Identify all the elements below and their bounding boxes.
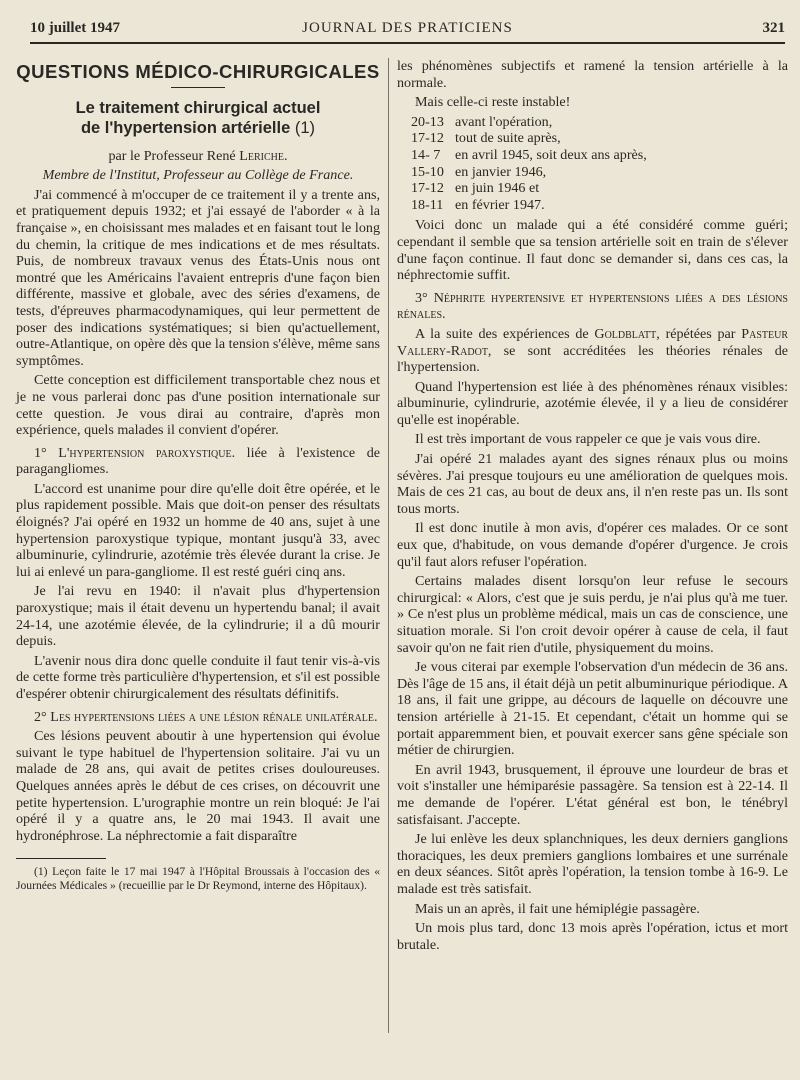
section-title: QUESTIONS MÉDICO-CHIRURGICALES xyxy=(16,61,380,82)
article-title-line-2: de l'hypertension artérielle xyxy=(80,118,291,137)
blood-pressure-entry xyxy=(411,114,788,131)
article-title xyxy=(16,98,380,138)
pressure-when: en février 1947. xyxy=(455,196,545,213)
subsection-1-heading xyxy=(16,445,380,478)
pressure-value: 14- 7 xyxy=(411,146,441,163)
pressure-when: en janvier 1946, xyxy=(455,163,547,180)
pressure-value: 18-11 xyxy=(411,196,444,213)
paragraph: Je l'ai revu en 1940: il n'avait plus d'hypertension paroxystique; mais il était devenu un hypertendu banal; il avait 24-14, une azotémie élevée, de la cylindrurie; il a dû mourir depuis. xyxy=(16,583,380,650)
cited-name: Pasteur Vallery-Radot, xyxy=(397,325,789,359)
pressure-when: en juin 1946 et xyxy=(455,180,540,197)
blood-pressure-entry xyxy=(411,164,788,181)
issue-date: 10 juillet 1947 xyxy=(30,20,120,36)
paragraph: J'ai commencé à m'occuper de ce traitement il y a trente ans, et pratiquement depuis 1932; et j'ai essayé de l'aborder « à la française », en choisissant mes malades et en faisant tout le long du chemin, la critique de mes indications et de mes résultats. Puis, de nombreux travaux venus des États-Unis nous ont montré que les Américains l'avaient entrepris d'une façon bien différente, massive et globale, avec des séries d'examens, de tests, d'épreuves pharmacodynamiques, qui leur permettent de poser des indications systématiques; si bien qu'actuellement, outre-Atlantique, on opère dès que la tension s'élève, même sans symptômes. xyxy=(16,186,380,369)
author-affiliation: Membre de l'Institut, Professeur au Collège de France. xyxy=(42,167,354,184)
subsection-number: 3° xyxy=(415,289,428,306)
title-rule xyxy=(171,87,225,88)
byline xyxy=(16,148,380,165)
article-title-line-1: Le traitement chirurgical actuel xyxy=(75,98,321,117)
subsection-3-heading xyxy=(397,290,788,323)
pressure-value: 17-12 xyxy=(411,180,444,197)
subsection-rest: liée à l'existence de paragangliomes. xyxy=(16,444,381,478)
subsection-2-heading xyxy=(16,709,380,726)
footnote-reference: (1) xyxy=(294,118,316,137)
pressure-when: tout de suite après, xyxy=(455,130,561,147)
page-number: 321 xyxy=(762,20,785,36)
author-name: Leriche. xyxy=(239,147,288,164)
paragraph: Voici donc un malade qui a été considéré comme guéri; cependant il semble que sa tension artérielle soit en train de s'élever d'une façon continue. Il faut donc se demander si, dans ces cas, la néphrectomie suffit. xyxy=(397,217,788,284)
blood-pressure-entry xyxy=(411,180,788,197)
paragraph: L'accord est unanime pour dire qu'elle doit être opérée, et le plus rapidement possible. Mais que doit-on penser des résultats éloignés? J'ai opéré en 1932 un homme de 40 ans, sujet à une hypertension paroxystique typique, montant jusqu'à 33, avec albuminurie, cylindrurie, azotémie très élevée durant la crise. Je lui ai enlevé un para-gangliome. Il est resté guéri cinq ans. xyxy=(16,480,380,580)
blood-pressure-entry xyxy=(411,197,788,214)
paragraph: Un mois plus tard, donc 13 mois après l'opération, ictus et mort brutale. xyxy=(397,920,788,953)
byline-prefix: par le Professeur René xyxy=(108,147,236,164)
paragraph: Cette conception est difficilement transportable chez nous et je ne vous parlerai donc pas d'une position internationale sur cette question. Je vous dirai au contraire, d'après mon expérience, quels malades il convient d'opérer. xyxy=(16,372,380,439)
subsection-number: 2° xyxy=(34,708,47,725)
journal-name: JOURNAL DES PRATICIENS xyxy=(302,20,513,36)
running-header xyxy=(30,18,785,44)
paragraph: Il est très important de vous rappeler ce que je vais vous dire. xyxy=(415,431,761,448)
paragraph: Ces lésions peuvent aboutir à une hypertension qui évolue suivant le type habituel de l'hypertension solitaire. J'ai vu un malade de 28 ans, qui avait de petites crises douloureuses. Quelques années après le début de ces crises, on découvrit une petite hypertension. L'urographie montre un rein bloqué: Je l'ai opéré il y a quatre ans, le 20 mai 1943. Il avait une hydronéphrose. La néphrectomie a fait disparaître xyxy=(16,728,380,844)
subsection-title: L'hypertension paroxystique. xyxy=(58,444,236,461)
paragraph xyxy=(397,326,788,376)
footnote: (1) Leçon faite le 17 mai 1947 à l'Hôpital Broussais à l'occasion des « Journées Médicales » (recueillie par le Dr Reymond, interne des Hôpitaux). xyxy=(16,865,380,892)
subsection-title: Les hypertensions liées a une lésion rénale unilatérale. xyxy=(50,708,378,725)
paragraph: En avril 1943, brusquement, il éprouve une lourdeur de bras et voit s'installer une hémiparésie passagère. Sa tension est à 22-14. Il me demande de l'opérer. L'état général est bon, le ténébryl satisfaisant. J'accepte. xyxy=(397,761,788,828)
paragraph: Certains malades disent lorsqu'on leur refuse le secours chirurgical: « Alors, c'est que je suis perdu, je n'ai plus qu'à me tuer. » Ce n'est plus un problème médical, mais un cas de conscience, une situation morale. Si l'on croit devoir opérer à cause de cela, il faut savoir qu'on ne fait rien d'utile, physiquement du moins. xyxy=(397,573,788,656)
paragraph: Je lui enlève les deux splanchniques, les deux derniers ganglions thoraciques, les deux premiers ganglions lombaires et une surrénale en deux séances. Sitôt après l'opération, la tension tombe à 16-9. Le malade est très satisfait. xyxy=(397,831,788,897)
pressure-when: avant l'opération, xyxy=(455,113,553,130)
paragraph: L'avenir nous dira donc quelle conduite il faut tenir vis-à-vis de cette forme très particulière d'hypertension, et s'il est possible d'espérer obtenir chirurgicalement des résultats définitifs. xyxy=(16,652,380,702)
paragraph: Quand l'hypertension est liée à des phénomènes rénaux visibles: albuminurie, cylindrurie, azotémie élevée, il y a lieu de considérer qu'elle est inopérable. xyxy=(397,378,788,428)
paragraph: J'ai opéré 21 malades ayant des signes rénaux plus ou moins sévères. J'ai presque toujours eu une amélioration de quelques mois. Mais de ces 21 cas, au bout de deux ans, il n'en reste pas un. Ils sont tous morts. xyxy=(397,451,788,517)
blood-pressure-entry xyxy=(411,147,788,164)
subsection-number: 1° xyxy=(34,444,47,461)
pressure-value: 17-12 xyxy=(411,130,444,147)
paragraph: Mais un an après, il fait une hémiplégie passagère. xyxy=(415,900,700,917)
subsection-title: Néphrite hypertensive et hypertensions liées a des lésions rénales. xyxy=(397,289,788,323)
blood-pressure-list xyxy=(397,114,788,214)
pressure-value: 15-10 xyxy=(411,163,444,180)
blood-pressure-entry xyxy=(411,130,788,147)
cited-name: Goldblatt, xyxy=(594,325,660,342)
pressure-value: 20-13 xyxy=(411,113,444,130)
left-column xyxy=(16,58,380,895)
column-divider xyxy=(388,58,389,1033)
paragraph: Mais celle-ci reste instable! xyxy=(415,94,571,111)
paragraph: Je vous citerai par exemple l'observation d'un médecin de 36 ans. Dès l'âge de 15 ans, il était déjà un petit albuminurique périodique. A 18 ans, il fait une grippe, au décours de laquelle on découvre une tension artérielle à 21-15. Et cependant, c'était un homme qui se portait apparemment bien, et pouvait exercer sans gêne spéciale son métier de chirurgien. xyxy=(397,659,788,759)
text-run: A la suite des expériences de xyxy=(415,325,589,342)
right-column xyxy=(397,58,788,956)
paragraph: les phénomènes subjectifs et ramené la tension artérielle à la normale. xyxy=(397,58,788,91)
text-run: répétées par xyxy=(665,325,736,342)
paragraph: Il est donc inutile à mon avis, d'opérer ces malades. Or ce sont eux que, d'habitude, on vous demande d'opérer d'urgence. Je crois qu'il faut alors refuser l'opération. xyxy=(397,520,788,570)
footnote-rule xyxy=(16,858,106,859)
text-run: se sont accréditées les théories rénales de l'hypertension. xyxy=(397,342,788,376)
pressure-when: en avril 1945, soit deux ans après, xyxy=(455,146,647,163)
